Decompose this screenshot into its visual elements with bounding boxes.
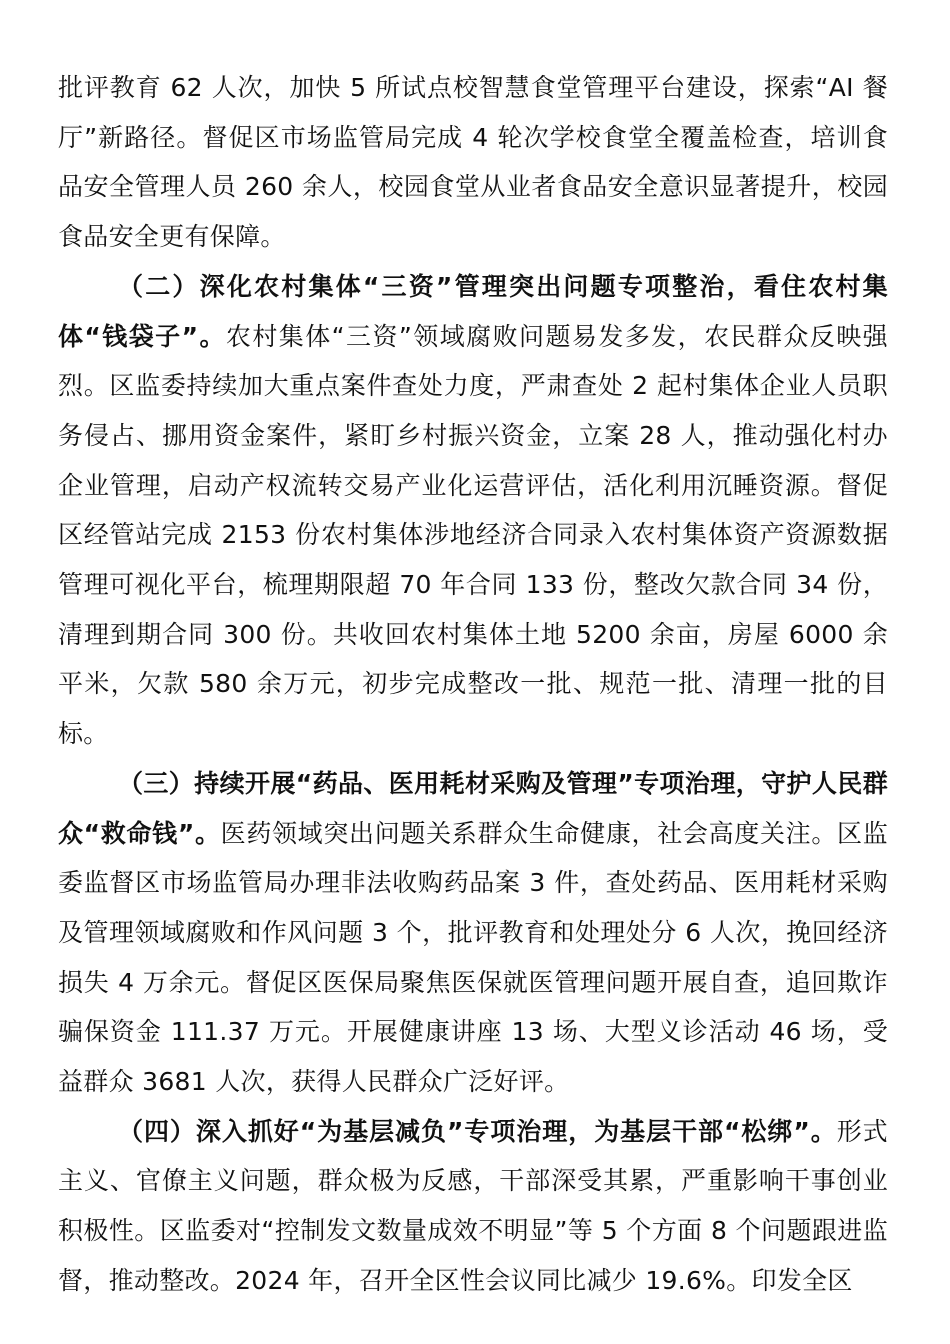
paragraph-grassroots-burden	[58, 1107, 888, 1306]
paragraph-continuation	[58, 63, 888, 262]
paragraph-body: 形式主义、官僚主义问题，群众极为反感，干部深受其累，严重影响干事创业积极性。区监委对“控制发文数量成效不明显”等 5 个方面 8 个问题跟进监督，推动整改。2024 年，召开全区性会议同比减少 19.6%。印发全区	[58, 1116, 888, 1295]
section-heading: （三）持续开展“药品、医用耗材采购及管理”专项治理，守护人民群众“救命钱”。	[58, 768, 888, 848]
document-body	[58, 63, 888, 1306]
paragraph-body: 批评教育 62 人次，加快 5 所试点校智慧食堂管理平台建设，探索“AI 餐厅”新路径。督促区市场监管局完成 4 轮次学校食堂全覆盖检查，培训食品安全管理人员 260 余人，校园食堂从业者食品安全意识显著提升，校园食品安全更有保障。	[58, 73, 888, 252]
paragraph-medical-procurement	[58, 759, 888, 1107]
section-heading: （二）深化农村集体“三资”管理突出问题专项整治，看住农村集体“钱袋子”。	[58, 271, 888, 351]
paragraph-body: 农村集体“三资”领域腐败问题易发多发，农民群众反映强烈。区监委持续加大重点案件查处力度，严肃查处 2 起村集体企业人员职务侵占、挪用资金案件，紧盯乡村振兴资金，立案 28 人，推动强化村办企业管理，启动产权流转交易产业化运营评估，活化利用沉睡资源。督促区经管站完成 2153 份农村集体涉地经济合同录入农村集体资产资源数据管理可视化平台，梳理期限超 70 年合同 133 份，整改欠款合同 34 份，清理到期合同 300 份。共收回农村集体土地 5200 余亩，房屋 6000 余平米，欠款 580 余万元，初步完成整改一批、规范一批、清理一批的目标。	[58, 321, 888, 749]
paragraph-body: 医药领域突出问题关系群众生命健康，社会高度关注。区监委监督区市场监管局办理非法收购药品案 3 件，查处药品、医用耗材采购及管理领域腐败和作风问题 3 个，批评教育和处理处分 6 人次，挽回经济损失 4 万余元。督促区医保局聚焦医保就医管理问题开展自查，追回欺诈骗保资金 111.37 万元。开展健康讲座 13 场、大型义诊活动 46 场，受益群众 3681 人次，获得人民群众广泛好评。	[58, 818, 888, 1097]
section-heading: （四）深入抓好“为基层减负”专项治理，为基层干部“松绑”。	[118, 1116, 837, 1146]
paragraph-rural-assets	[58, 262, 888, 759]
